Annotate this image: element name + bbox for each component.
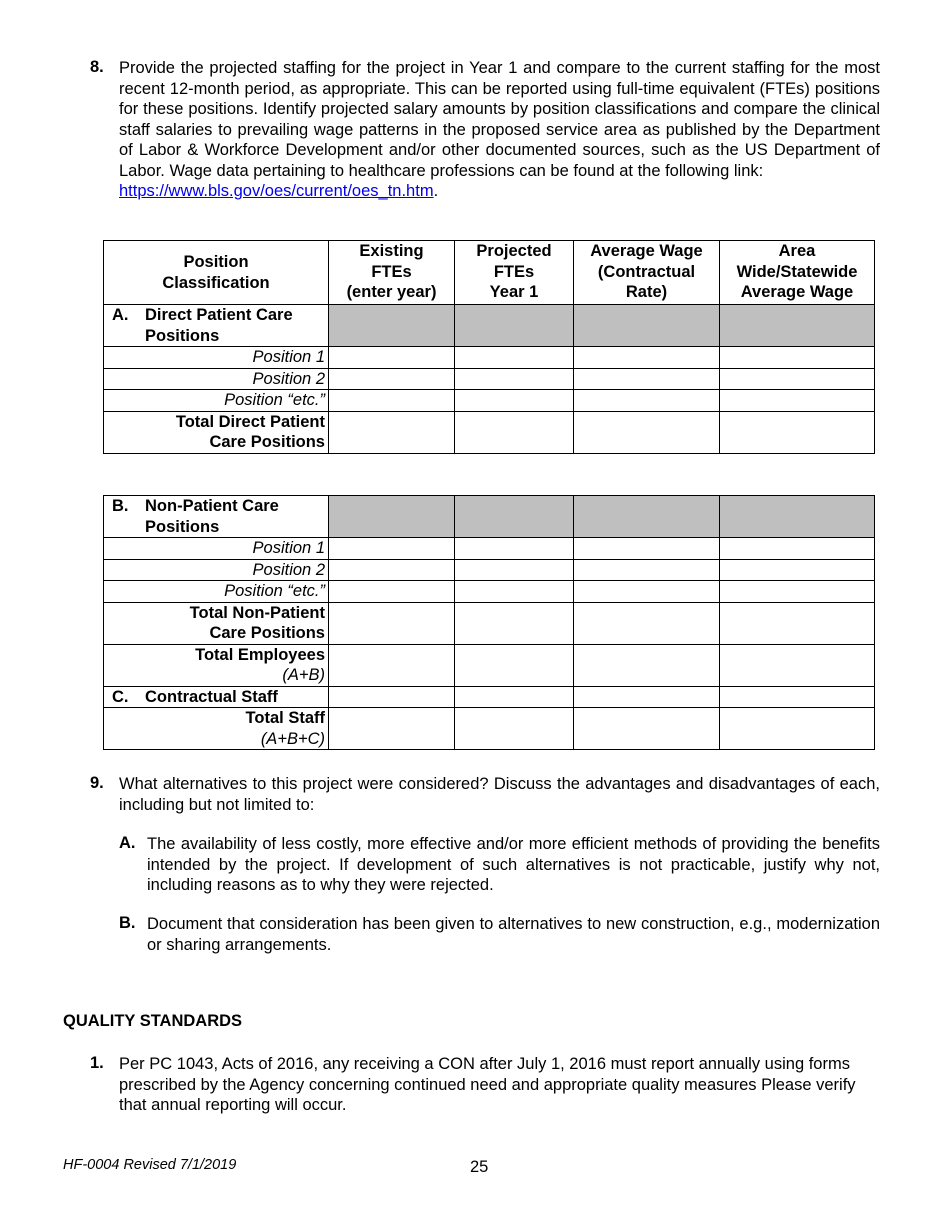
- input-cell[interactable]: [455, 411, 574, 453]
- input-cell[interactable]: [455, 559, 574, 581]
- header-existing-ftes: Existing FTEs (enter year): [329, 241, 455, 305]
- header-area-average-wage: Area Wide/Statewide Average Wage: [720, 241, 875, 305]
- section-b-title: B. Non-Patient Care Positions: [104, 496, 329, 538]
- input-cell[interactable]: [574, 347, 720, 369]
- input-cell[interactable]: [329, 368, 455, 390]
- section-c-title: C. Contractual Staff: [104, 686, 329, 708]
- input-cell[interactable]: [720, 538, 875, 560]
- input-cell[interactable]: [720, 411, 875, 453]
- row-label: Position 1: [104, 347, 329, 369]
- input-cell[interactable]: [329, 708, 455, 750]
- input-cell[interactable]: [329, 686, 455, 708]
- total-employees-label: Total Employees (A+B): [104, 644, 329, 686]
- form-id: HF-0004 Revised 7/1/2019: [63, 1157, 237, 1173]
- question-9a-text: The availability of less costly, more effective and/or more efficient methods of providing the benefits intended by the project. If development of such alternatives is not practicable, justify why not, including reasons as to why they were rejected.: [147, 835, 880, 894]
- row-label: Position “etc.”: [104, 390, 329, 412]
- question-9b-letter: B.: [119, 914, 136, 932]
- header-position-classification: Position Classification: [104, 241, 329, 305]
- input-cell[interactable]: [720, 347, 875, 369]
- shaded-cell: [720, 305, 875, 347]
- question-8-number: 8.: [90, 58, 104, 76]
- question-8-text: [119, 58, 880, 202]
- input-cell[interactable]: [720, 602, 875, 644]
- total-non-patient-label: Total Non-Patient Care Positions: [104, 602, 329, 644]
- input-cell[interactable]: [720, 368, 875, 390]
- input-cell[interactable]: [574, 411, 720, 453]
- input-cell[interactable]: [574, 538, 720, 560]
- quality-standards-heading: QUALITY STANDARDS: [63, 1012, 243, 1030]
- bls-wage-link[interactable]: https://www.bls.gov/oes/current/oes_tn.htm: [119, 182, 434, 200]
- question-9b-text: Document that consideration has been given to alternatives to new construction, e.g., modernization or sharing arrangements.: [147, 915, 880, 954]
- total-staff-label: Total Staff (A+B+C): [104, 708, 329, 750]
- row-label: Position “etc.”: [104, 581, 329, 603]
- input-cell[interactable]: [329, 390, 455, 412]
- input-cell[interactable]: [329, 581, 455, 603]
- page-number: 25: [470, 1158, 489, 1176]
- input-cell[interactable]: [455, 644, 574, 686]
- shaded-cell: [455, 305, 574, 347]
- input-cell[interactable]: [329, 347, 455, 369]
- shaded-cell: [329, 305, 455, 347]
- total-direct-patient-label: Total Direct Patient Care Positions: [104, 411, 329, 453]
- input-cell[interactable]: [455, 538, 574, 560]
- question-9a-letter: A.: [119, 834, 136, 852]
- input-cell[interactable]: [720, 644, 875, 686]
- input-cell[interactable]: [720, 581, 875, 603]
- quality-item-1-number: 1.: [90, 1054, 104, 1072]
- question-8-body: Provide the projected staffing for the project in Year 1 and compare to the current staffing for the most recent 12-month period, as appropriate. This can be reported using full-time equivalent (FTEs) positions for these positions. Identify projected salary amounts by position classifications and compare the clinical staff salaries to prevailing wage patterns in the proposed service area as published by the Department of Labor & Workforce Development and/or other documented sources, such as the US Department of Labor. Wage data pertaining to healthcare professions can be found at the following link:: [119, 59, 880, 180]
- input-cell[interactable]: [329, 644, 455, 686]
- input-cell[interactable]: [720, 390, 875, 412]
- row-label: Position 2: [104, 559, 329, 581]
- input-cell[interactable]: [574, 390, 720, 412]
- input-cell[interactable]: [455, 390, 574, 412]
- input-cell[interactable]: [329, 559, 455, 581]
- input-cell[interactable]: [574, 602, 720, 644]
- staffing-table-b: [103, 495, 875, 750]
- input-cell[interactable]: [720, 686, 875, 708]
- input-cell[interactable]: [574, 644, 720, 686]
- question-9-number: 9.: [90, 774, 104, 792]
- staffing-table-a: [103, 240, 875, 454]
- input-cell[interactable]: [720, 708, 875, 750]
- input-cell[interactable]: [329, 602, 455, 644]
- shaded-cell: [720, 496, 875, 538]
- quality-item-1-text: Per PC 1043, Acts of 2016, any receiving a CON after July 1, 2016 must report annually using forms prescribed by the Agency concerning continued need and appropriate quality measures Please verify that annual reporting will occur.: [119, 1055, 856, 1114]
- input-cell[interactable]: [455, 602, 574, 644]
- input-cell[interactable]: [455, 581, 574, 603]
- shaded-cell: [455, 496, 574, 538]
- input-cell[interactable]: [720, 559, 875, 581]
- input-cell[interactable]: [455, 347, 574, 369]
- shaded-cell: [329, 496, 455, 538]
- input-cell[interactable]: [574, 559, 720, 581]
- link-suffix: .: [433, 182, 439, 200]
- input-cell[interactable]: [455, 686, 574, 708]
- shaded-cell: [574, 496, 720, 538]
- question-9-text: What alternatives to this project were considered? Discuss the advantages and disadvantages of each, including but not limited to:: [119, 775, 880, 814]
- shaded-cell: [574, 305, 720, 347]
- input-cell[interactable]: [329, 538, 455, 560]
- row-label: Position 1: [104, 538, 329, 560]
- input-cell[interactable]: [455, 368, 574, 390]
- input-cell[interactable]: [329, 411, 455, 453]
- row-label: Position 2: [104, 368, 329, 390]
- input-cell[interactable]: [455, 708, 574, 750]
- input-cell[interactable]: [574, 686, 720, 708]
- input-cell[interactable]: [574, 368, 720, 390]
- header-average-wage: Average Wage (Contractual Rate): [574, 241, 720, 305]
- section-a-title: A. Direct Patient Care Positions: [104, 305, 329, 347]
- input-cell[interactable]: [574, 708, 720, 750]
- header-projected-ftes: Projected FTEs Year 1: [455, 241, 574, 305]
- input-cell[interactable]: [574, 581, 720, 603]
